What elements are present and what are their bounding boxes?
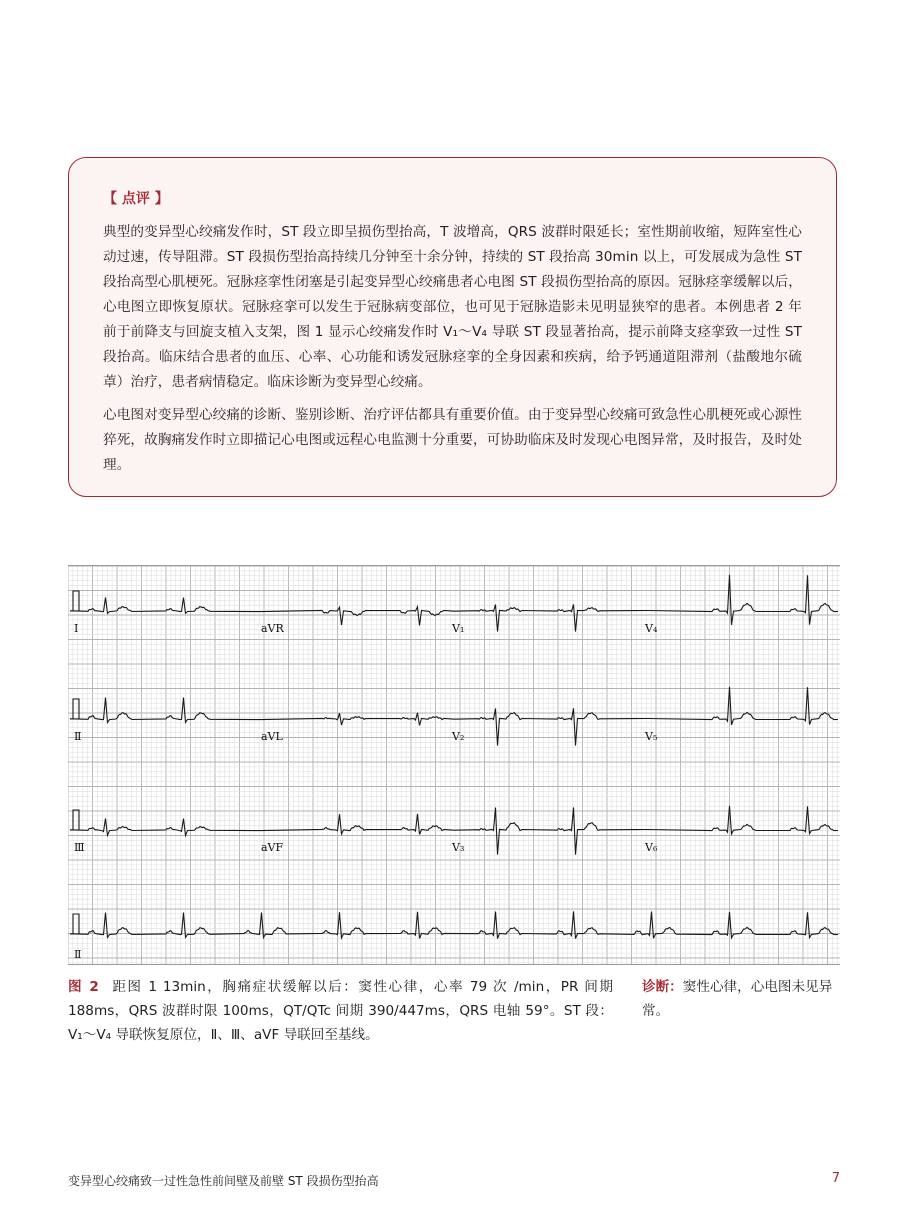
ecg-calibration-pulse [70,699,82,719]
footer-title: 变异型心绞痛致一过性急性前间壁及前壁 ST 段损伤型抬高 [68,1174,379,1188]
ecg-lead-label: V₁ [452,622,465,635]
diagnosis [642,975,842,1023]
ecg-lead-label: V₄ [645,622,658,635]
ecg-trace [261,713,454,726]
ecg-calibration-pulse [70,591,82,611]
ecg-trace [70,911,838,938]
ecg-trace [454,708,647,745]
ecg-lead-label: V₆ [645,841,658,854]
comment-paragraph: 典型的变异型心绞痛发作时，ST 段立即呈损伤型抬高，T 波增高，QRS 波群时限延长；室性期前收缩，短阵室性心动过速，传导阻滞。ST 段损伤型抬高持续几分钟至十余分钟，持续的 ST 段抬高 30min 以上，可发展成为急性 ST 段抬高型心肌梗死。冠脉痉挛性闭塞是引起变异型心绞痛患者心电图 ST 段损伤型抬高的原因。冠脉痉挛缓解以后，心电图立即恢复原状。冠脉痉挛可以发生于冠脉病变部位，也可见于冠脉造影未见明显狭窄的患者。本例患者 2 年前于前降支与回旋支植入支架，图 1 显示心绞痛发作时 V₁～V₄ 导联 ST 段显著抬高，提示前降支痉挛致一过性 ST 段抬高。临床结合患者的血压、心率、心功能和诱发冠脉痉挛的全身因素和疾病，给予钙通道阻滞剂（盐酸地尔硫䓬）治疗，患者病情稳定。临床诊断为变异型心绞痛。 [103,224,802,390]
ecg-trace [261,607,454,626]
ecg-lead-label: V₂ [452,730,465,743]
comment-paragraph: 心电图对变异型心绞痛的诊断、鉴别诊断、治疗评估都具有重要价值。由于变异型心绞痛可致急性心肌梗死或心源性猝死，故胸痛发作时立即描记心电图或远程心电监测十分重要，可协助临床及时发现心电图异常，及时报告，及时处理。 [103,407,802,473]
comment-title: 【 点评 】 [103,191,169,207]
ecg-chart [68,566,840,964]
ecg-trace [70,698,261,723]
ecg-trace [70,598,261,614]
ecg-calibration-pulse [70,810,82,830]
ecg-lead-label: aVL [261,730,283,743]
ecg-lead-label: aVR [261,622,284,635]
figure-caption [68,975,613,1047]
ecg-trace [261,814,454,835]
page-number: 7 [831,1171,840,1186]
figure-label: 图 2 [68,979,99,995]
diagnosis-text: 窦性心律，心电图未见异常。 [642,979,833,1019]
ecg-lead-label: V₅ [645,730,658,743]
ecg-lead-label: Ⅱ [74,730,82,743]
ecg-trace [454,807,647,854]
ecg-calibration-pulse [70,914,82,934]
ecg-figure [68,565,840,965]
comment-box [68,157,837,497]
ecg-trace [454,604,647,631]
figure-caption-text: 距图 1 13min，胸痛症状缓解以后：窦性心律，心率 79 次 /min，PR 间期 188ms，QRS 波群时限 100ms，QT/QTc 间期 390/447ms，QRS 电轴 59°。ST 段：V₁～V₄ 导联恢复原位，Ⅱ、Ⅲ、aVF 导联回至基线。 [68,979,613,1043]
ecg-lead-label: Ⅱ [74,948,82,961]
ecg-lead-label: Ⅰ [74,622,79,635]
ecg-lead-label: aVF [261,841,284,854]
ecg-lead-label: Ⅲ [74,841,85,854]
diagnosis-label: 诊断： [642,979,683,995]
ecg-lead-label: V₃ [452,841,465,854]
